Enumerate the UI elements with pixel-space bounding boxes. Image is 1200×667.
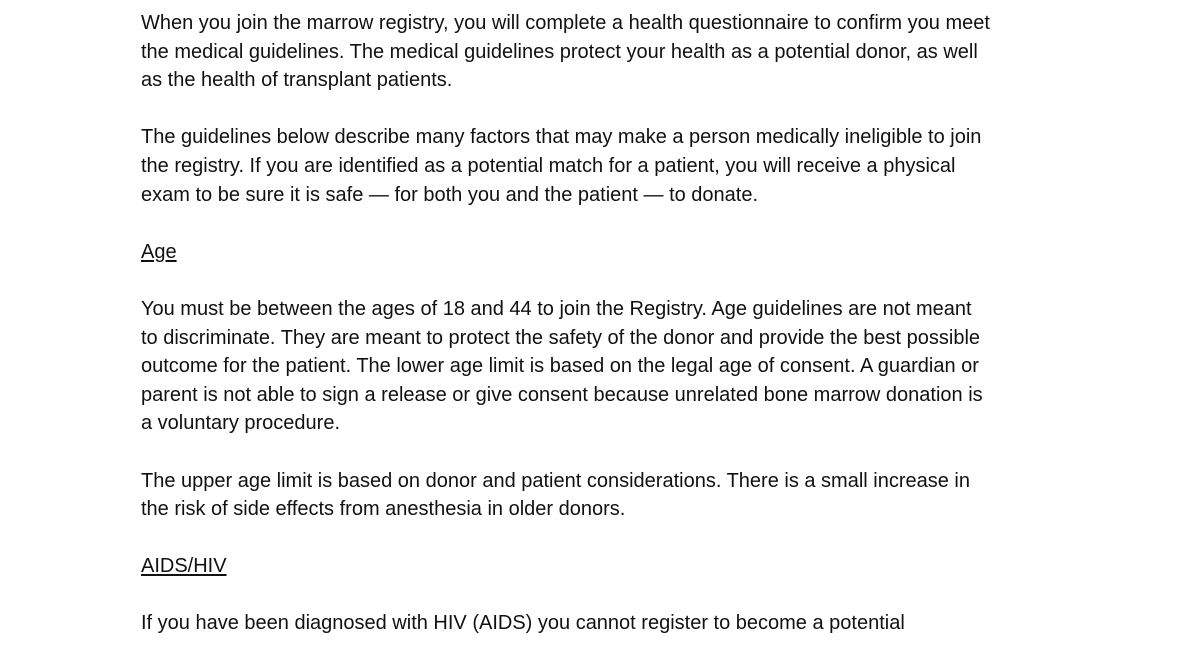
intro-paragraph: When you join the marrow registry, you will complete a health questionnaire to confirm you meet the medical guidelines. The medical guidelines protect your health as a potential donor, as well as the health of transplant patients. (141, 12, 990, 92)
section-heading-age: Age (141, 240, 177, 263)
intro-paragraph: The guidelines below describe many factors that may make a person medically ineligible to join the registry. If you are identified as a potential match for a patient, you will receive a physical exam to be sure it is safe — for both you and the patient — to donate. (141, 126, 982, 206)
age-paragraph: You must be between the ages of 18 and 44 to join the Registry. Age guidelines are not meant to discriminate. They are meant to protect the safety of the donor and provide the best possible outcome for the patient. The lower age limit is based on the legal age of consent. A guardian or parent is not able to sign a release or give consent because unrelated bone marrow donation is a voluntary procedure. (141, 297, 983, 435)
document-body (141, 9, 1081, 667)
age-paragraph: The upper age limit is based on donor and patient considerations. There is a small increase in the risk of side effects from anesthesia in older donors. (141, 469, 970, 521)
aids-hiv-paragraph: If you have been diagnosed with HIV (AIDS) you cannot register to become a potential (141, 612, 905, 635)
section-heading-aids-hiv: AIDS/HIV (141, 555, 227, 578)
